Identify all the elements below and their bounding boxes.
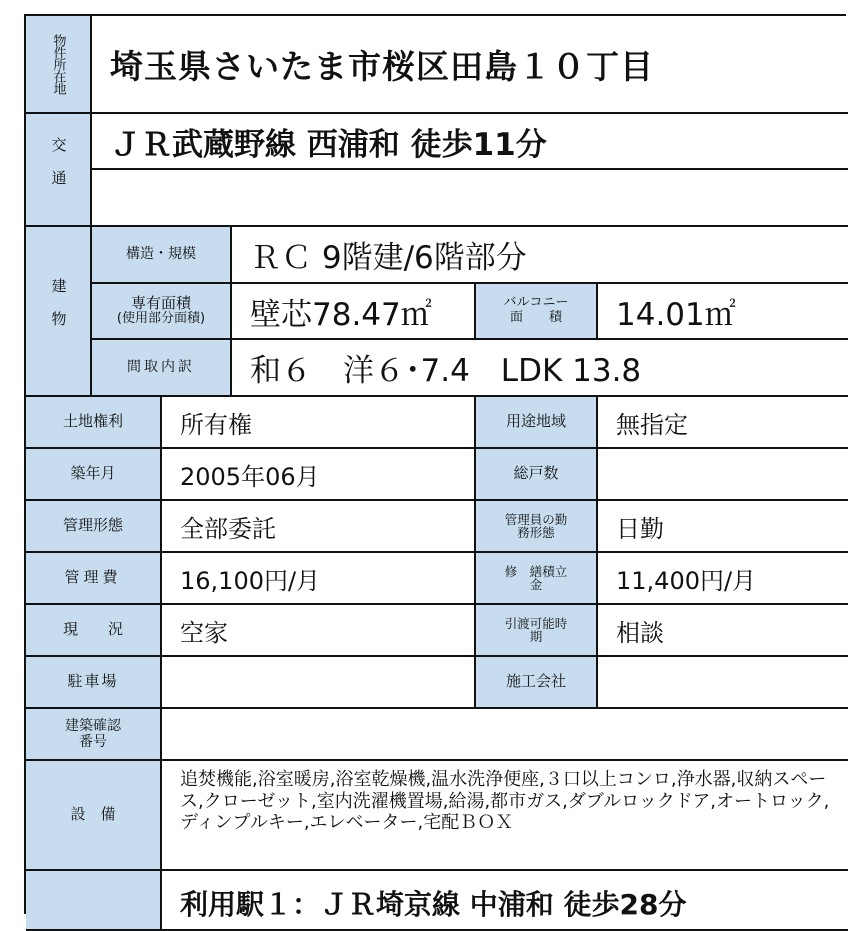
balcony-value: 14.01㎡: [616, 296, 736, 333]
property-sheet: [24, 14, 846, 921]
row-label-status: [26, 605, 162, 657]
balcony-label-line2: 面 積: [509, 310, 562, 325]
management-label: 管理形態: [62, 516, 123, 535]
equipment-label-cell: [26, 761, 162, 871]
confirm-label-line1: 建築確認: [65, 717, 121, 734]
transport-label-cell: [26, 114, 92, 227]
row-value-repair-reserve: [598, 553, 848, 605]
row-value-builder: [598, 657, 848, 709]
transport-value-cell-2: [92, 170, 848, 227]
confirm-value-cell: [162, 709, 848, 761]
transport-value-cell: [92, 114, 848, 170]
row-value-built: [162, 449, 476, 501]
location-label: 物件所在地: [50, 34, 66, 94]
parking-label: 駐車場: [67, 672, 119, 691]
management-fee-value: 16,100円/月: [180, 566, 321, 595]
layout-label: 間取内訳: [127, 359, 195, 376]
station-label-cell: [26, 871, 162, 931]
manager-duty-value: 日勤: [616, 514, 664, 543]
row-label-manager-duty: [476, 501, 598, 553]
handover-value: 相談: [616, 618, 664, 647]
location-label-cell: [26, 16, 92, 114]
land-rights-value: 所有権: [180, 410, 252, 439]
row-label-management: [26, 501, 162, 553]
balcony-label-cell: [476, 284, 598, 340]
repair-reserve-value: 11,400円/月: [616, 566, 757, 595]
row-label-handover: [476, 605, 598, 657]
transport-value: ＪＲ武蔵野線 西浦和 徒歩11分: [110, 126, 547, 163]
layout-value: 和６ 洋６･7.4 LDK 13.8: [250, 353, 642, 389]
area-label-cell: [92, 284, 232, 340]
confirm-label-line2: 番号: [79, 734, 107, 750]
row-value-manager-duty: [598, 501, 848, 553]
transport-label: 交通: [49, 136, 68, 203]
row-label-builder: [476, 657, 598, 709]
handover-label: 引渡可能時期: [504, 615, 568, 644]
row-value-units: [598, 449, 848, 501]
layout-label-cell: [92, 340, 232, 397]
area-value: 壁芯78.47㎡: [250, 296, 432, 333]
row-label-repair-reserve: [476, 553, 598, 605]
location-value-cell: [92, 16, 848, 114]
status-value: 空家: [180, 618, 228, 647]
manager-duty-label: 管理員の勤務形態: [504, 511, 568, 540]
equipment-value: 追焚機能,浴室暖房,浴室乾燥機,温水洗浄便座,３口以上コンロ,浄水器,収納スペース,クローゼット,室内洗濯機置場,給湯,都市ガス,ダブルロックドア,オートロック,ディンプルキー,エレベーター,宅配ＢＯＸ: [180, 769, 830, 834]
row-value-parking: [162, 657, 476, 709]
row-label-units: [476, 449, 598, 501]
built-label: 築年月: [70, 464, 116, 483]
row-label-parking: [26, 657, 162, 709]
equipment-label: 設 備: [70, 805, 116, 824]
row-value-management: [162, 501, 476, 553]
building-label: 建物: [49, 278, 68, 344]
confirm-label-cell: [26, 709, 162, 761]
row-value-management-fee: [162, 553, 476, 605]
row-label-built: [26, 449, 162, 501]
station-value-cell: [162, 871, 848, 931]
builder-label: 施工会社: [505, 672, 566, 691]
area-label-line2: (使用部分面積): [116, 311, 206, 327]
equipment-value-cell: [162, 761, 848, 871]
balcony-label-line1: バルコニー: [503, 295, 569, 311]
area-value-cell: [232, 284, 476, 340]
row-label-management-fee: [26, 553, 162, 605]
area-label-line1: 専有面積: [130, 293, 191, 312]
repair-reserve-label: 修 繕積立金: [504, 563, 568, 592]
balcony-value-cell: [598, 284, 848, 340]
structure-label: 構造・規模: [126, 246, 196, 263]
zoning-value: 無指定: [616, 410, 688, 439]
management-fee-label: 管理費: [64, 568, 122, 587]
management-value: 全部委託: [180, 514, 276, 543]
row-value-land-rights: [162, 397, 476, 449]
built-value: 2005年06月: [180, 462, 320, 491]
row-label-land-rights: [26, 397, 162, 449]
row-value-status: [162, 605, 476, 657]
structure-label-cell: [92, 227, 232, 284]
row-value-zoning: [598, 397, 848, 449]
layout-value-cell: [232, 340, 848, 397]
zoning-label: 用途地域: [505, 412, 566, 431]
units-label: 総戸数: [513, 464, 559, 483]
row-value-handover: [598, 605, 848, 657]
land-rights-label: 土地権利: [62, 412, 123, 431]
building-label-cell: [26, 227, 92, 397]
row-label-zoning: [476, 397, 598, 449]
structure-value: ＲＣ 9階建/6階部分: [250, 240, 527, 276]
station-value: 利用駅１：ＪＲ埼京線 中浦和 徒歩28分: [180, 888, 687, 921]
structure-value-cell: [232, 227, 848, 284]
location-value: 埼玉県さいたま市桜区田島１０丁目: [110, 46, 654, 86]
status-label: 現 況: [62, 620, 123, 639]
